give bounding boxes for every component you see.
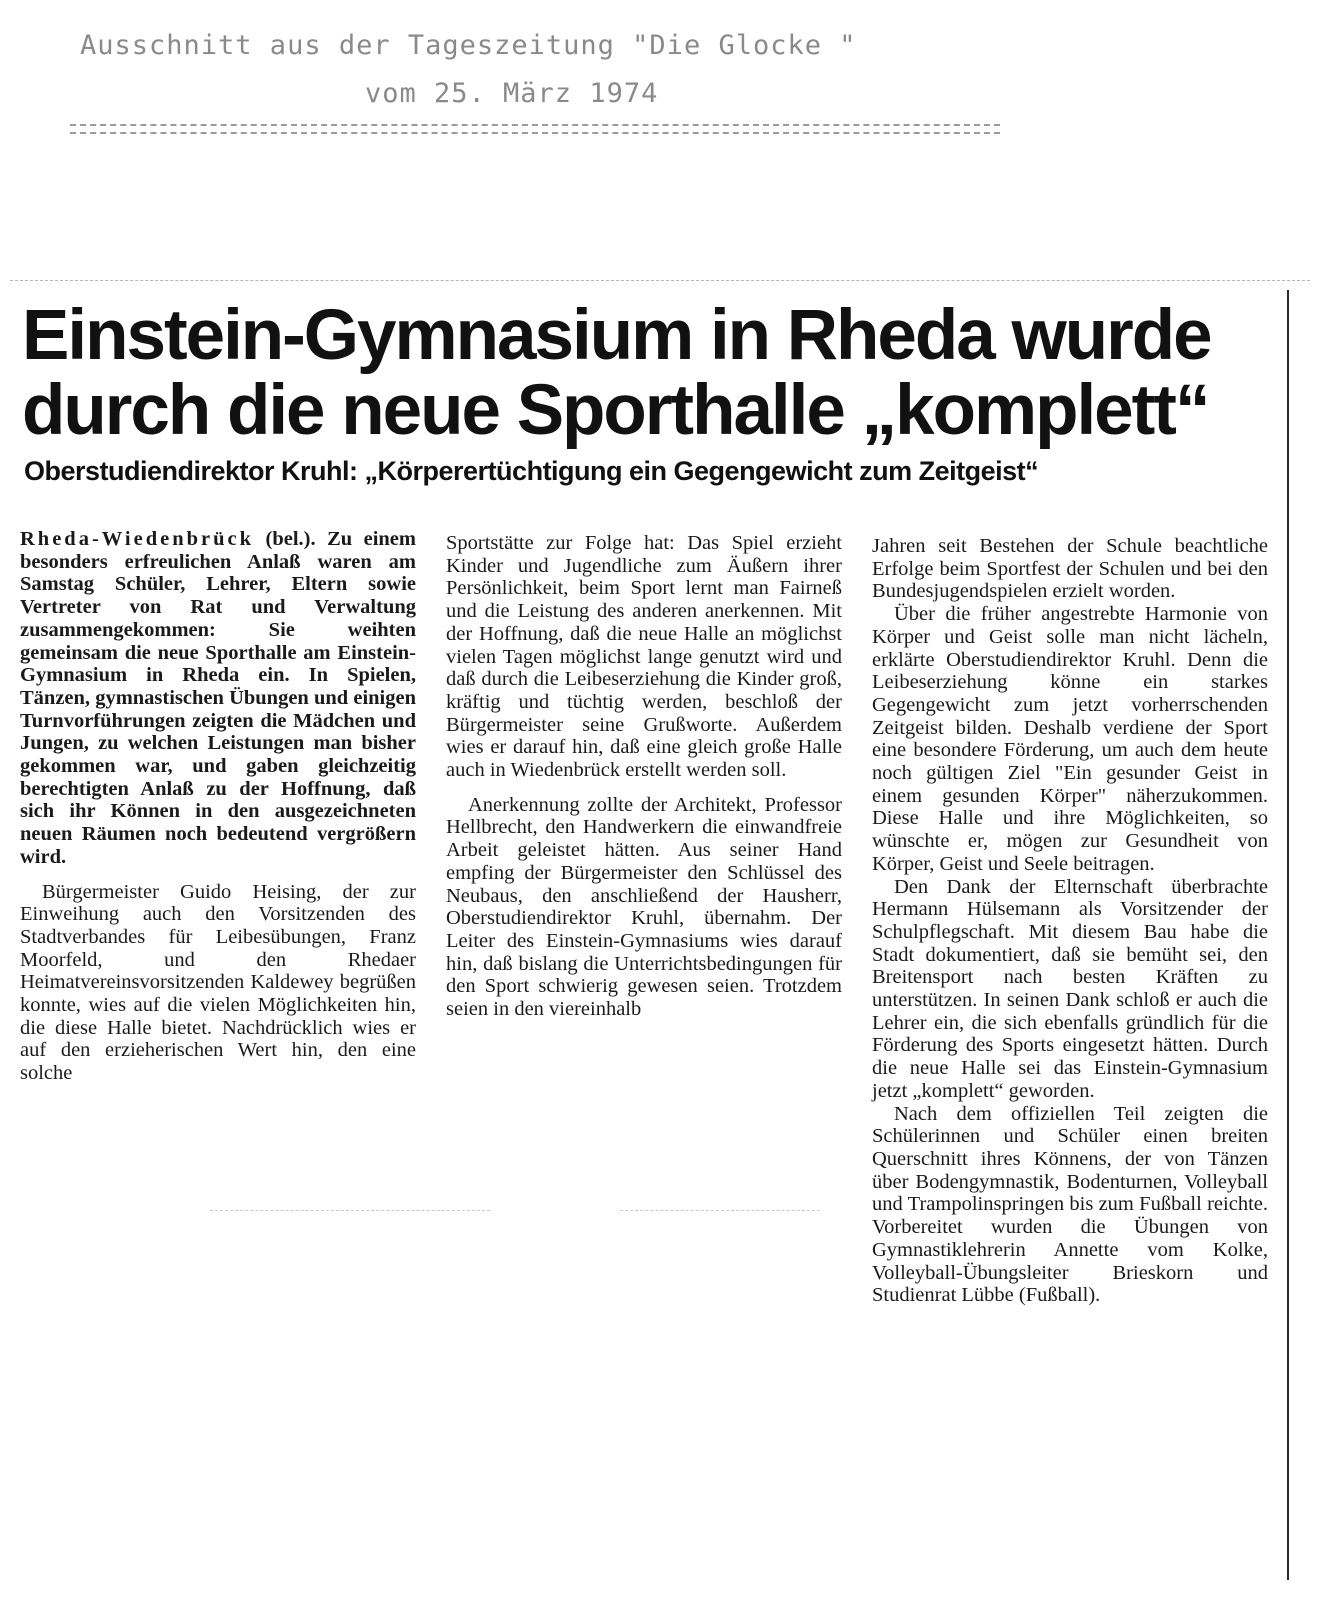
article-paragraph: Bürgermeister Guido Heising, der zur Einweihung auch den Vorsitzenden des Stadtverbandes für Leibesübungen, Franz Moorfeld, und den Rhedaer Heimatvereinsvorsitzenden Kaldewey begrüßen konnte, wies auf die vielen Möglichkeiten hin, die diese Halle bietet. Nachdrücklich wies er auf den erzieherischen Wert hin, den eine solche [20, 880, 416, 1085]
article-paragraph: Den Dank der Elternschaft überbrachte Hermann Hülsemann als Vorsitzender der Schulpflegschaft. Mit diesem Bau habe die Stadt dokumentiert, daß sie bemüht sei, den Breitensport nach besten Kräften zu unterstützen. In seinen Dank schloß er auch die Lehrer ein, die sich ebenfalls gründlich für die Förderung des Sports eingesetzt hätten. Durch die neue Halle sei das Einstein-Gymnasium jetzt „komplett“ geworden. [872, 875, 1268, 1102]
article-column-2 [446, 532, 842, 1021]
article-paragraph: Anerkennung zollte der Architekt, Professor Hellbrecht, den Handwerkern die einwandfreie Arbeit geleistet hätten. Aus seiner Hand empfing der Bürgermeister den Schlüssel des Neubaus, den anschließend der Hausherr, Oberstudiendirektor Kruhl, übernahm. Der Leiter des Einstein-Gymnasiums wies darauf hin, daß bislang die Unterrichtsbedingungen für den Sport schwierig gewesen seien. Trotzdem seien in den viereinhalb [446, 793, 842, 1021]
article-subheadline: Oberstudiendirektor Kruhl: „Körperertüchtigung ein Gegengewicht zum Zeitgeist“ [24, 456, 1039, 486]
article-dateline: Rheda-Wiedenbrück [20, 528, 255, 550]
article-paragraph: Über die früher angestrebte Harmonie von Körper und Geist solle man nicht lächeln, erklärte Oberstudiendirektor Kruhl. Denn die Leibeserziehung könne ein starkes Gegengewicht zum jetzt vorherrschenden Zeitgeist bilden. Deshalb verdiene der Sport eine besondere Förderung, um auch dem heute noch gültigen Ziel "Ein gesunder Geist in einem gesunden Körper" näherzukommen. Diese Halle und ihre Möglichkeiten, so wünschte er, mögen zur Gesundheit von Körper, Geist und Seele beitragen. [872, 603, 1268, 875]
article-headline: Einstein-Gymnasium in Rheda wurde durch die neue Sporthalle „komplett“ [22, 296, 1211, 450]
article-paragraph: Jahren seit Bestehen der Schule beachtliche Erfolge beim Sportfest der Schulen und bei den Bundesjugendspielen erzielt worden. [872, 535, 1268, 603]
article-lead-text: Zu einem besonders erfreulichen Anlaß waren am Samstag Schüler, Lehrer, Eltern sowie Vertreter von Rat und Verwaltung zusammengekommen: Sie weihten gemeinsam die neue Sporthalle am Einstein-Gymnasium in Rheda ein. In Spielen, Tänzen, gymnastischen Übungen und einigen Turnvorführungen zeigten die Mädchen und Jungen, zu welchen Leistungen man bisher gekommen war, und gaben gleichzeitig berechtigten Anlaß zu der Hoffnung, daß sich ihr Können in den ausgezeichneten neuen Räumen noch bedeutend vergrößern wird. [20, 528, 416, 868]
article-paragraph: Sportstätte zur Folge hat: Das Spiel erzieht Kinder und Jugendliche zum Äußern ihrer Persönlichkeit, beim Sport lernt man Fairneß und die Leistung des anderen anerkennen. Mit der Hoffnung, daß die neue Halle an möglichst vielen Tagen möglichst lange genutzt wird und daß durch die Leibeserziehung die Kinder groß, kräftig und tüchtig werden, beschloß der Bürgermeister seine Grußworte. Außerdem wies er darauf hin, daß eine gleich große Halle auch in Wiedenbrück erstellt werden soll. [446, 532, 842, 782]
clipping-divider [70, 124, 1000, 134]
article-column-3 [872, 535, 1268, 1307]
clipping-date-line: vom 25. März 1974 [365, 78, 659, 109]
clipping-top-edge [10, 280, 1310, 281]
clipping-bottom-edge [620, 1210, 820, 1211]
article-lead-paragraph [20, 528, 416, 869]
clipping-bottom-edge [210, 1210, 490, 1211]
article-column-1 [20, 528, 416, 1085]
clipping-source-line: Ausschnitt aus der Tageszeitung "Die Glocke " [80, 30, 857, 61]
article-paragraph: Nach dem offiziellen Teil zeigten die Schülerinnen und Schüler einen breiten Querschnitt ihres Könnens, der von Tänzen über Bodengymnastik, Bodenturnen, Volleyball und Trampolinspringen bis zum Fußball reichte. Vorbereitet wurden die Übungen von Gymnastiklehrerin Annette vom Kolke, Volleyball-Übungsleiter Brieskorn und Studienrat Lübbe (Fußball). [872, 1102, 1268, 1307]
clipping-right-edge [1287, 290, 1289, 1580]
article-byline: (bel.). [254, 528, 316, 550]
